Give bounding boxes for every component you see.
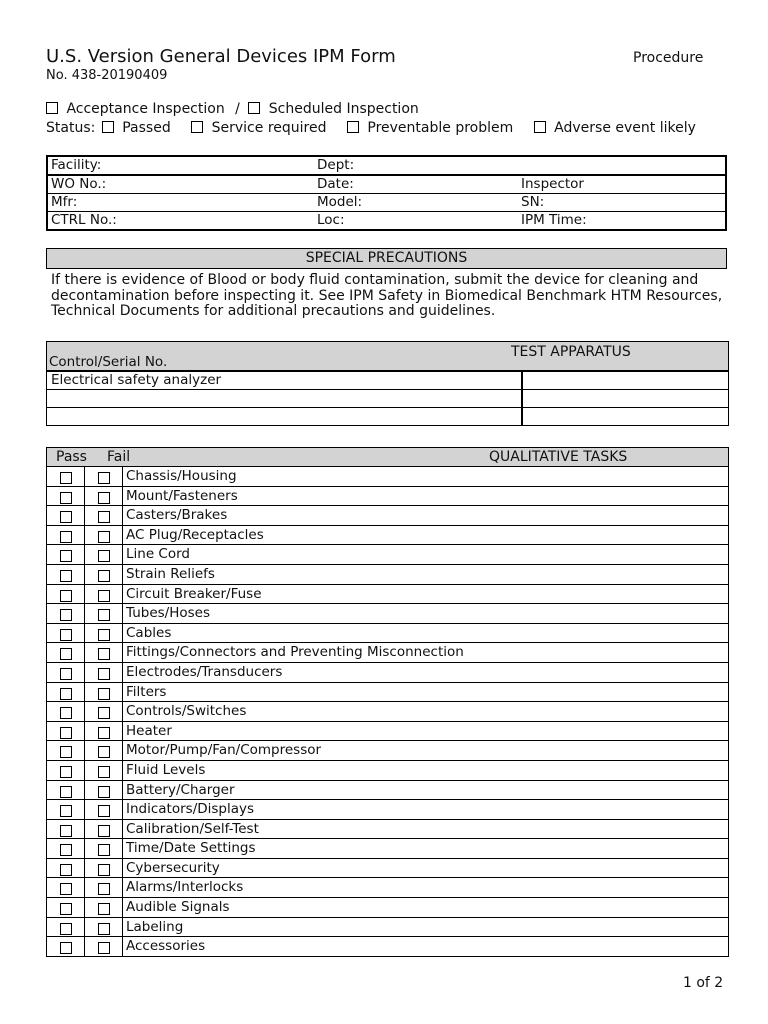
fail-cell [85, 683, 123, 702]
task-pass-checkbox[interactable] [60, 825, 72, 837]
task-pass-checkbox[interactable] [60, 629, 72, 641]
qualitative-tasks-header [47, 448, 728, 467]
task-fail-checkbox[interactable] [98, 550, 110, 562]
status-preventable-checkbox[interactable] [347, 121, 359, 133]
task-fail-checkbox[interactable] [98, 629, 110, 641]
task-row [47, 702, 728, 722]
task-row [47, 565, 728, 585]
task-pass-checkbox[interactable] [60, 550, 72, 562]
task-fail-checkbox[interactable] [98, 766, 110, 778]
task-row [47, 722, 728, 742]
task-name: Cables [126, 624, 172, 641]
test-apparatus-table [46, 341, 729, 426]
fail-cell [85, 565, 123, 584]
task-fail-checkbox[interactable] [98, 707, 110, 719]
task-row [47, 898, 728, 918]
task-pass-checkbox[interactable] [60, 472, 72, 484]
fail-cell [85, 898, 123, 917]
task-row [47, 761, 728, 781]
pass-cell [47, 820, 85, 839]
pass-cell [47, 722, 85, 741]
ipm-time-field[interactable]: IPM Time: [521, 212, 587, 228]
fail-cell [85, 526, 123, 545]
task-pass-checkbox[interactable] [60, 609, 72, 621]
special-precautions-text: If there is evidence of Blood or body fluid contamination, submit the device for cleaning and decontamination before inspecting it. See IPM Safety in Biomedical Benchmark HTM Resources, Technical Documents for additional precautions and guidelines. [51, 272, 723, 319]
task-pass-checkbox[interactable] [60, 864, 72, 876]
task-pass-checkbox[interactable] [60, 688, 72, 700]
task-row [47, 506, 728, 526]
task-name: Fittings/Connectors and Preventing Misconnection [126, 644, 464, 661]
task-row [47, 604, 728, 624]
task-pass-checkbox[interactable] [60, 668, 72, 680]
apparatus-name-cell[interactable] [47, 390, 523, 407]
task-pass-checkbox[interactable] [60, 492, 72, 504]
pass-cell [47, 859, 85, 878]
task-fail-checkbox[interactable] [98, 923, 110, 935]
task-fail-checkbox[interactable] [98, 864, 110, 876]
task-name: Line Cord [126, 546, 190, 563]
task-pass-checkbox[interactable] [60, 766, 72, 778]
task-pass-checkbox[interactable] [60, 511, 72, 523]
pass-cell [47, 800, 85, 819]
pass-cell [47, 878, 85, 897]
task-fail-checkbox[interactable] [98, 688, 110, 700]
task-fail-checkbox[interactable] [98, 668, 110, 680]
ctrl-field[interactable]: CTRL No.: [51, 212, 117, 228]
task-fail-checkbox[interactable] [98, 786, 110, 798]
task-row [47, 918, 728, 938]
fail-column-label: Fail [107, 449, 131, 465]
fail-cell [85, 506, 123, 525]
pass-cell [47, 487, 85, 506]
task-pass-checkbox[interactable] [60, 883, 72, 895]
date-field[interactable]: Date: [314, 175, 518, 194]
pass-cell [47, 663, 85, 682]
task-row [47, 937, 728, 956]
dept-field[interactable]: Dept: [314, 156, 518, 175]
task-fail-checkbox[interactable] [98, 825, 110, 837]
pass-cell [47, 898, 85, 917]
task-name: Fluid Levels [126, 761, 206, 778]
task-row [47, 800, 728, 820]
qualitative-task-rows [47, 467, 728, 956]
status-label: Status: [46, 120, 96, 136]
task-pass-checkbox[interactable] [60, 707, 72, 719]
task-fail-checkbox[interactable] [98, 727, 110, 739]
task-fail-checkbox[interactable] [98, 883, 110, 895]
status-adverse-checkbox[interactable] [534, 121, 546, 133]
fail-cell [85, 624, 123, 643]
pass-cell [47, 467, 85, 486]
task-row [47, 545, 728, 565]
task-name: Labeling [126, 918, 184, 935]
fail-cell [85, 741, 123, 760]
status-service-label: Service required [211, 120, 327, 136]
task-name: Casters/Brakes [126, 507, 228, 524]
task-name: Tubes/Hoses [126, 605, 210, 622]
fail-cell [85, 722, 123, 741]
task-pass-checkbox[interactable] [60, 923, 72, 935]
pass-cell [47, 761, 85, 780]
wo-field[interactable]: WO No.: [47, 175, 314, 194]
task-pass-checkbox[interactable] [60, 844, 72, 856]
task-pass-checkbox[interactable] [60, 786, 72, 798]
mfr-field[interactable]: Mfr: [47, 194, 314, 212]
fail-cell [85, 839, 123, 858]
task-row [47, 741, 728, 761]
apparatus-serial-cell[interactable] [523, 372, 728, 389]
task-fail-checkbox[interactable] [98, 746, 110, 758]
fail-cell [85, 487, 123, 506]
task-row [47, 878, 728, 898]
task-pass-checkbox[interactable] [60, 570, 72, 582]
task-fail-checkbox[interactable] [98, 609, 110, 621]
fail-cell [85, 800, 123, 819]
status-preventable-label: Preventable problem [367, 120, 514, 136]
device-info-table [46, 155, 727, 231]
task-row [47, 487, 728, 507]
task-fail-checkbox[interactable] [98, 531, 110, 543]
task-pass-checkbox[interactable] [60, 746, 72, 758]
task-fail-checkbox[interactable] [98, 844, 110, 856]
task-pass-checkbox[interactable] [60, 727, 72, 739]
pass-cell [47, 585, 85, 604]
fail-cell [85, 761, 123, 780]
fail-cell [85, 859, 123, 878]
task-pass-checkbox[interactable] [60, 531, 72, 543]
test-apparatus-row [47, 408, 728, 425]
fail-cell [85, 663, 123, 682]
status-row [46, 120, 696, 136]
task-name: Calibration/Self-Test [126, 820, 259, 837]
task-name: Strain Reliefs [126, 565, 215, 582]
task-name: AC Plug/Receptacles [126, 526, 264, 543]
qualitative-tasks-heading: QUALITATIVE TASKS [489, 449, 628, 465]
control-serial-label: Control/Serial No. [49, 354, 168, 370]
task-fail-checkbox[interactable] [98, 511, 110, 523]
status-adverse-label: Adverse event likely [554, 120, 696, 136]
task-row [47, 683, 728, 703]
scheduled-inspection-checkbox[interactable] [248, 102, 260, 114]
fail-cell [85, 918, 123, 937]
task-fail-checkbox[interactable] [98, 472, 110, 484]
pass-cell [47, 565, 85, 584]
pass-cell [47, 702, 85, 721]
task-name: Motor/Pump/Fan/Compressor [126, 742, 322, 759]
task-name: Time/Date Settings [126, 840, 256, 857]
test-apparatus-row [47, 372, 728, 390]
task-row [47, 643, 728, 663]
task-fail-checkbox[interactable] [98, 903, 110, 915]
task-row [47, 781, 728, 801]
inspection-type-row [46, 101, 419, 117]
task-pass-checkbox[interactable] [60, 590, 72, 602]
pass-cell [47, 526, 85, 545]
fail-cell [85, 545, 123, 564]
task-name: Controls/Switches [126, 703, 247, 720]
fail-cell [85, 604, 123, 623]
apparatus-name-cell[interactable] [47, 408, 523, 425]
pass-cell [47, 683, 85, 702]
task-name: Alarms/Interlocks [126, 879, 244, 896]
pass-cell [47, 506, 85, 525]
pass-cell [47, 839, 85, 858]
task-pass-checkbox[interactable] [60, 805, 72, 817]
task-fail-checkbox[interactable] [98, 590, 110, 602]
task-name: Accessories [126, 938, 206, 955]
facility-field[interactable]: Facility: [47, 156, 314, 175]
test-apparatus-row [47, 390, 728, 408]
task-fail-checkbox[interactable] [98, 492, 110, 504]
task-name: Filters [126, 683, 167, 700]
task-name: Indicators/Displays [126, 801, 255, 818]
task-row [47, 663, 728, 683]
qualitative-tasks-table [46, 447, 729, 957]
status-passed-label: Passed [122, 120, 171, 136]
status-passed-checkbox[interactable] [102, 121, 114, 133]
task-fail-checkbox[interactable] [98, 805, 110, 817]
info-blank-1 [518, 156, 726, 175]
pass-cell [47, 741, 85, 760]
status-service-checkbox[interactable] [191, 121, 203, 133]
sn-field[interactable]: SN: [518, 194, 726, 212]
pass-column-label: Pass [56, 449, 87, 465]
inspection-separator: / [235, 101, 240, 117]
pass-cell [47, 624, 85, 643]
special-precautions-heading: SPECIAL PRECAUTIONS [46, 248, 727, 269]
task-pass-checkbox[interactable] [60, 903, 72, 915]
task-row [47, 624, 728, 644]
scheduled-inspection-label: Scheduled Inspection [268, 101, 419, 117]
fail-cell [85, 702, 123, 721]
task-row [47, 820, 728, 840]
pass-cell [47, 643, 85, 662]
task-name: Cybersecurity [126, 859, 220, 876]
task-row [47, 467, 728, 487]
fail-cell [85, 781, 123, 800]
pass-cell [47, 545, 85, 564]
apparatus-serial-cell[interactable] [523, 390, 728, 407]
task-row [47, 859, 728, 879]
task-name: Chassis/Housing [126, 468, 237, 484]
task-fail-checkbox[interactable] [98, 570, 110, 582]
task-name: Battery/Charger [126, 781, 235, 798]
pass-cell [47, 937, 85, 956]
fail-cell [85, 643, 123, 662]
fail-cell [85, 467, 123, 486]
task-name: Electrodes/Transducers [126, 663, 283, 680]
acceptance-inspection-label: Acceptance Inspection [66, 101, 225, 117]
form-number: No. 438-20190409 [46, 68, 168, 83]
task-fail-checkbox[interactable] [98, 942, 110, 954]
loc-field[interactable]: Loc: [317, 212, 345, 228]
task-row [47, 585, 728, 605]
apparatus-serial-cell[interactable] [523, 408, 728, 425]
test-apparatus-header [47, 342, 728, 372]
pass-cell [47, 781, 85, 800]
procedure-label: Procedure [633, 50, 704, 66]
fail-cell [85, 820, 123, 839]
task-pass-checkbox[interactable] [60, 648, 72, 660]
fail-cell [85, 585, 123, 604]
pass-cell [47, 604, 85, 623]
task-row [47, 526, 728, 546]
page-number: 1 of 2 [683, 975, 724, 991]
acceptance-inspection-checkbox[interactable] [46, 102, 58, 114]
pass-cell [47, 918, 85, 937]
task-pass-checkbox[interactable] [60, 942, 72, 954]
model-field[interactable]: Model: [314, 194, 518, 212]
fail-cell [85, 878, 123, 897]
task-name: Heater [126, 722, 172, 739]
fail-cell [85, 937, 123, 956]
task-name: Mount/Fasteners [126, 487, 238, 504]
task-name: Circuit Breaker/Fuse [126, 585, 262, 602]
task-name: Audible Signals [126, 899, 230, 916]
form-title: U.S. Version General Devices IPM Form [46, 46, 396, 67]
task-fail-checkbox[interactable] [98, 648, 110, 660]
test-apparatus-heading: TEST APPARATUS [511, 344, 631, 360]
inspector-field[interactable]: Inspector [518, 175, 726, 194]
task-row [47, 839, 728, 859]
apparatus-name-cell[interactable]: Electrical safety analyzer [47, 372, 523, 389]
